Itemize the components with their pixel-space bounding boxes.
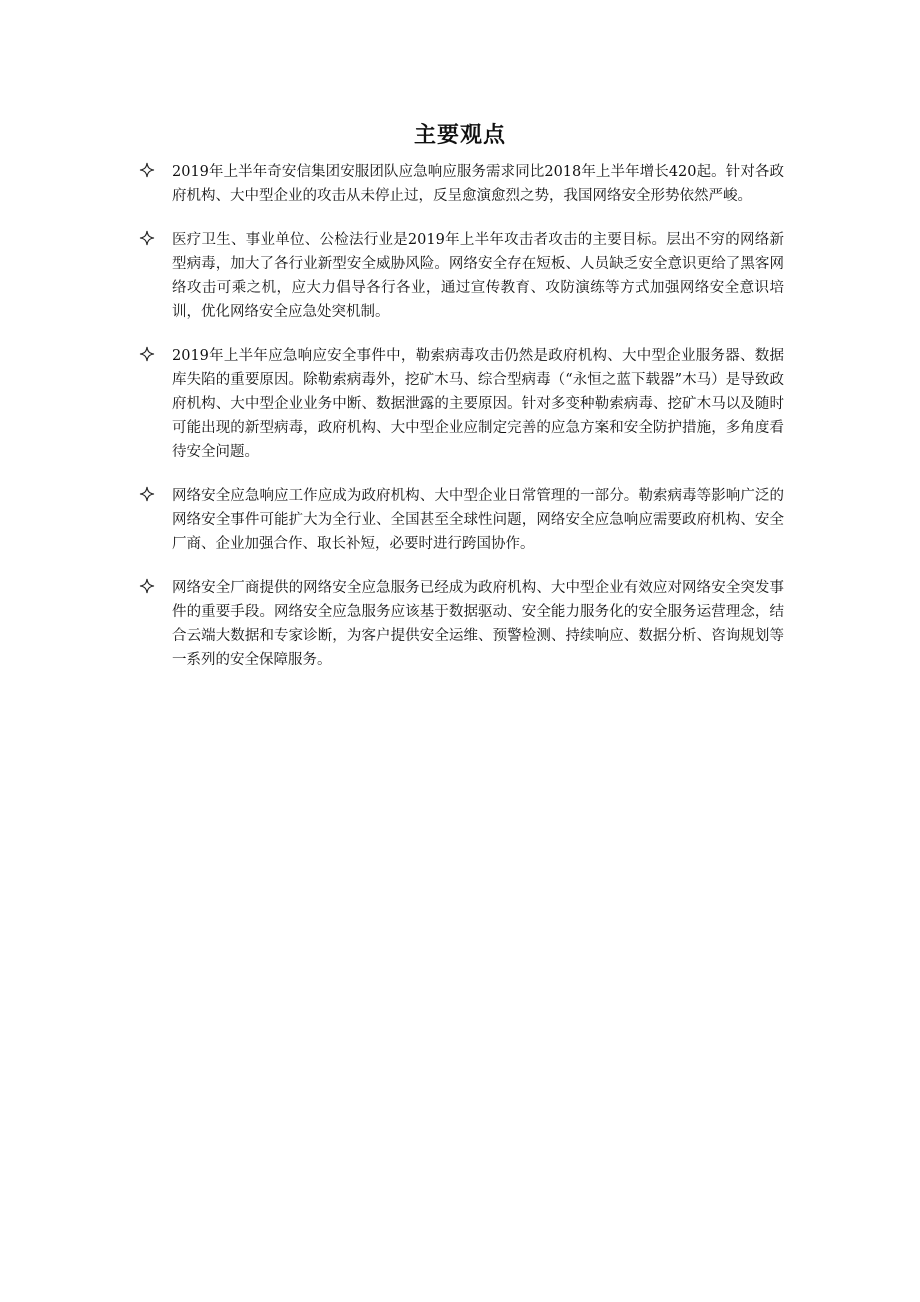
key-points-list (0, 160, 920, 692)
point-text: 医疗卫生、事业单位、公检法行业是2019年上半年攻击者攻击的主要目标。层出不穷的网络新型病毒，加大了各行业新型安全威胁风险。网络安全存在短板、人员缺乏安全意识更给了黑客网络攻击可乘之机，应大力倡导各行各业，通过宣传教育、攻防演练等方式加强网络安全意识培训，优化网络安全应急处突机制。 (172, 232, 784, 320)
diamond-star-icon (139, 230, 155, 246)
point-text: 2019年上半年奇安信集团安服团队应急响应服务需求同比2018年上半年增长420起。针对各政府机构、大中型企业的攻击从未停止过，反呈愈演愈烈之势，我国网络安全形势依然严峻。 (172, 164, 784, 204)
diamond-star-icon (139, 486, 155, 502)
point-text: 网络安全应急响应工作应成为政府机构、大中型企业日常管理的一部分。勒索病毒等影响广泛的网络安全事件可能扩大为全行业、全国甚至全球性问题，网络安全应急响应需要政府机构、安全厂商、企业加强合作、取长补短，必要时进行跨国协作。 (172, 488, 784, 552)
diamond-star-icon (139, 346, 155, 362)
list-item (0, 160, 920, 208)
list-item (0, 576, 920, 672)
point-text: 网络安全厂商提供的网络安全应急服务已经成为政府机构、大中型企业有效应对网络安全突发事件的重要手段。网络安全应急服务应该基于数据驱动、安全能力服务化的安全服务运营理念，结合云端大数据和专家诊断，为客户提供安全运维、预警检测、持续响应、数据分析、咨询规划等一系列的安全保障服务。 (172, 580, 784, 668)
diamond-star-icon (139, 162, 155, 178)
list-item (0, 228, 920, 324)
page-title: 主要观点 (413, 123, 506, 148)
list-item (0, 344, 920, 464)
diamond-star-icon (139, 578, 155, 594)
list-item (0, 484, 920, 556)
point-text: 2019年上半年应急响应安全事件中，勒索病毒攻击仍然是政府机构、大中型企业服务器、数据库失陷的重要原因。除勒索病毒外，挖矿木马、综合型病毒（“永恒之蓝下载器”木马）是导致政府机构、大中型企业业务中断、数据泄露的主要原因。针对多变种勒索病毒、挖矿木马以及随时可能出现的新型病毒，政府机构、大中型企业应制定完善的应急方案和安全防护措施，多角度看待安全问题。 (172, 348, 784, 460)
